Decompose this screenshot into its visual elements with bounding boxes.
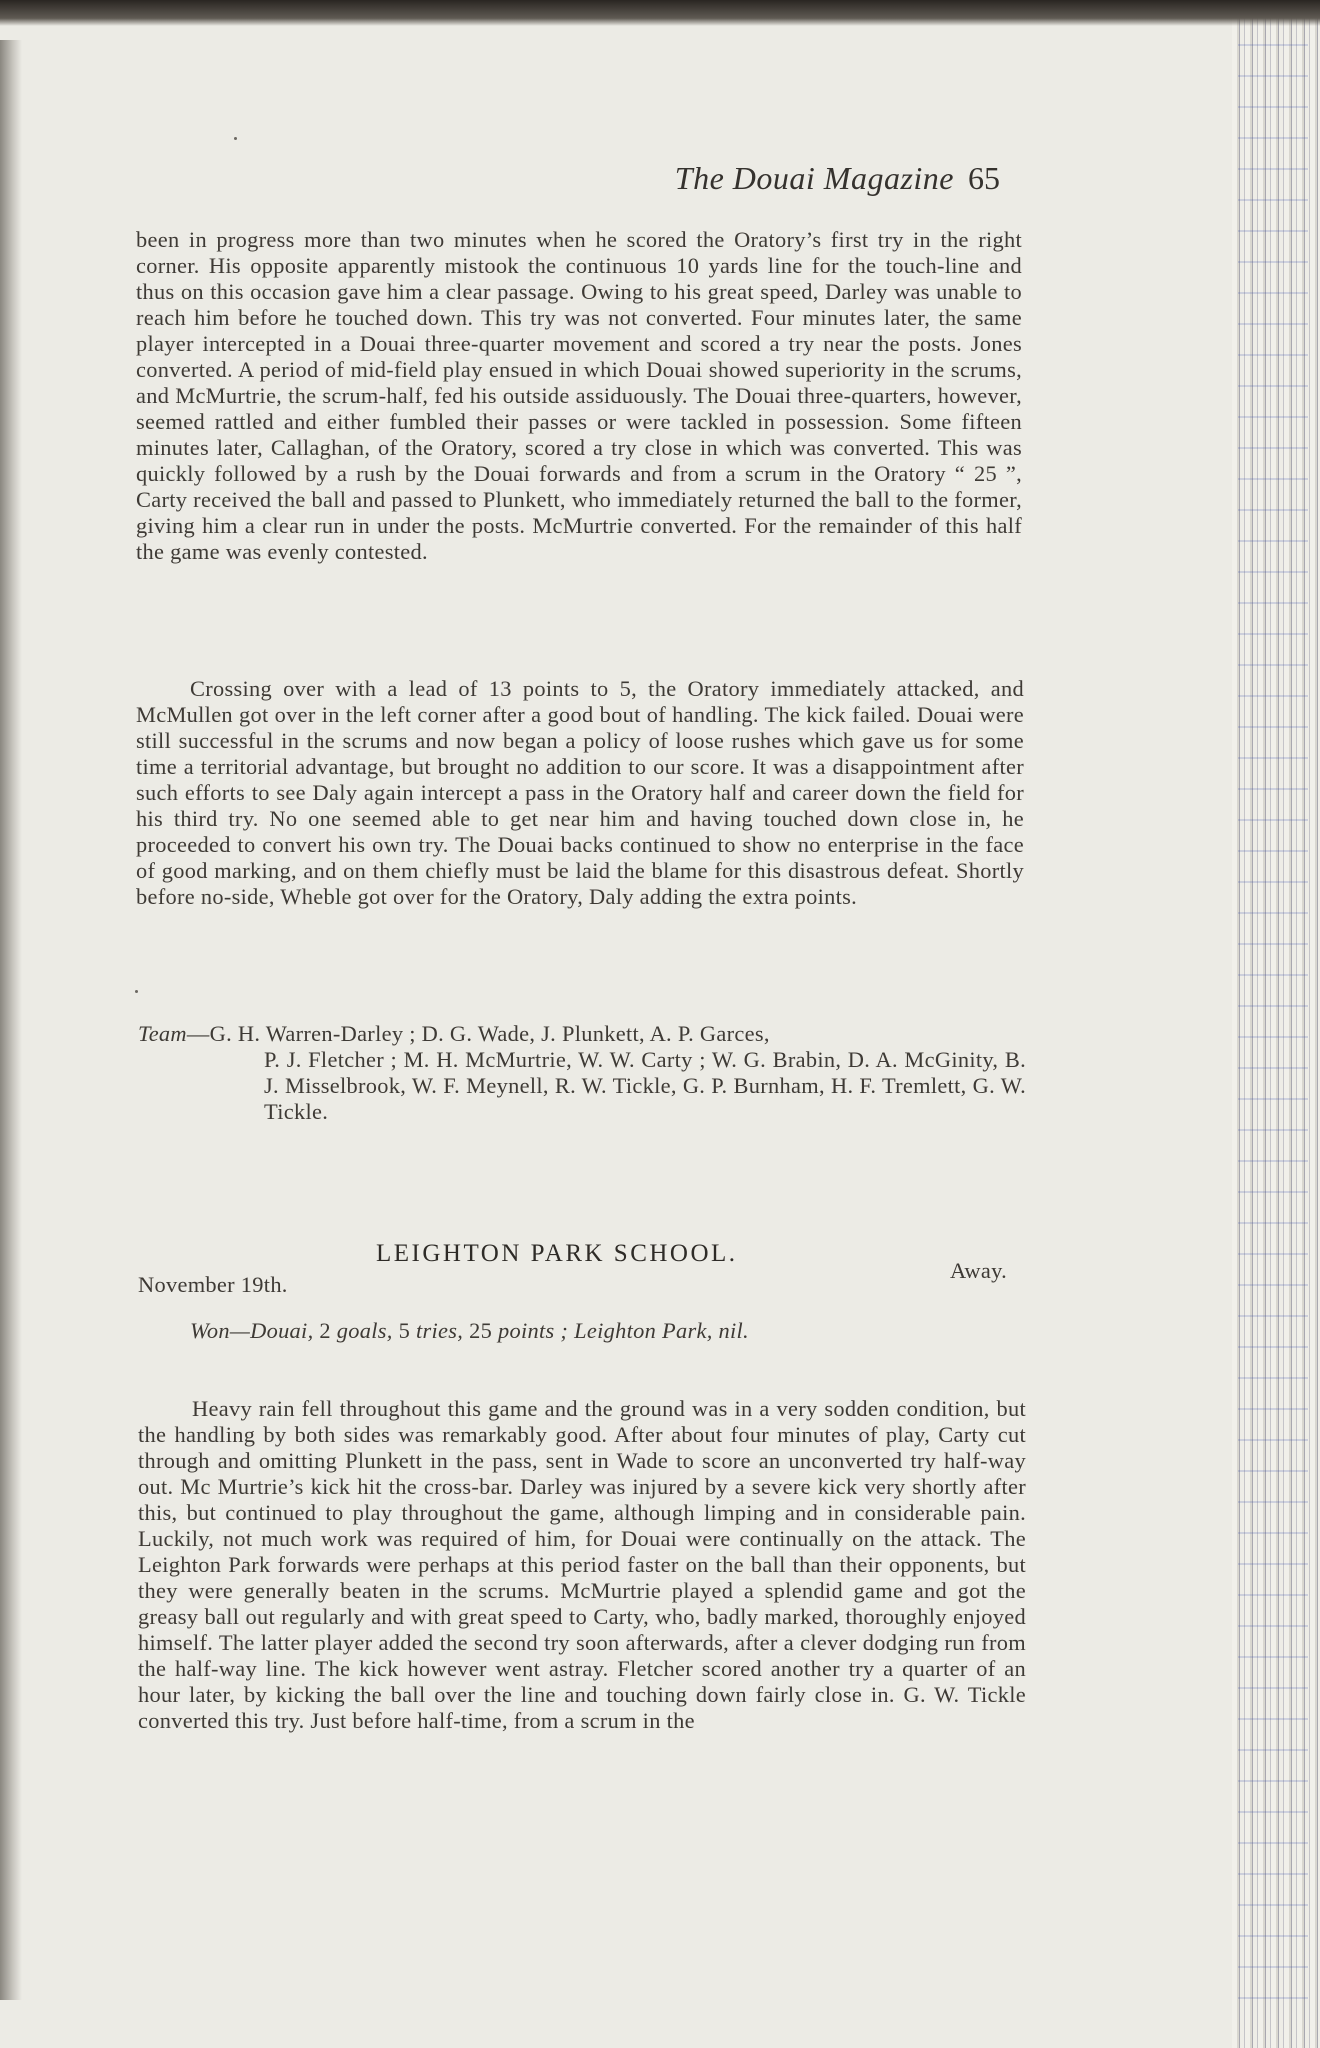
tries-label: tries, xyxy=(410,1318,470,1343)
team-list xyxy=(138,1021,1026,1125)
team-first-names: —G. H. Warren-Darley ; D. G. Wade, J. Plunkett, A. P. Garces, xyxy=(186,1021,770,1046)
tries-count: 5 xyxy=(398,1318,411,1343)
page-gutter-shadow xyxy=(0,40,22,2000)
match-heading: LEIGHTON PARK SCHOOL. xyxy=(376,1240,738,1267)
top-shadow xyxy=(0,0,1320,26)
page-edge-marbling xyxy=(1238,30,1308,2020)
points-label: points ; Leighton Park, nil. xyxy=(492,1318,749,1343)
match-date: November 19th. xyxy=(138,1272,288,1297)
paragraph-continuation: been in progress more than two minutes when he scored the Oratory’s first try in the right corner. His opposite apparently mistook the continuous 10 yards line for the touch-line and thus on this occasion gave him a clear passage. Owing to his great speed, Darley was unable to reach him before he touched down. This try was not converted. Four minutes later, the same player intercepted in a Douai three-quarter movement and scored a try near the posts. Jones converted. A period of mid-field play ensued in which Douai showed superiority in the scrums, and McMurtrie, the scrum-half, fed his outside assiduously. The Douai three-quarters, however, seemed rattled and either fumbled their passes or were tackled in possession. Some fifteen minutes later, Callaghan, of the Oratory, scored a try close in which was converted. This was quickly followed by a rush by the Douai forwards and from a scrum in the Oratory “ 25 ”, Carty received the ball and passed to Plunkett, who immediately returned the ball to the former, giving him a clear run in under the posts. McMurtrie converted. For the remainder of this half the game was evenly contested. xyxy=(136,227,1022,564)
team-first-line xyxy=(138,1021,1026,1047)
match-venue: Away. xyxy=(950,1258,1008,1283)
match-report-paragraph: Heavy rain fell throughout this game and the ground was in a very sodden condition, but the handling by both sides was remarkably good. After about four minutes of play, Carty cut through and omitting Plunkett in the pass, sent in Wade to score an unconverted try half-way out. Mc Murtrie’s kick hit the cross-bar. Darley was injured by a severe kick very shortly after this, but continued to play throughout the game, although limping and in considerable pain. Luckily, not much work was required of him, for Douai were continually on the attack. The Leighton Park forwards were perhaps at this period faster on the ball than their opponents, but they were generally beaten in the scrums. McMurtrie played a splendid game and got the greasy ball out regularly and with great speed to Carty, who, badly marked, thoroughly enjoyed himself. The latter player added the second try soon afterwards, after a clever dodging run from the half-way line. The kick however went astray. Fletcher scored another try a quarter of an hour later, by kicking the ball over the line and touching down fairly close in. G. W. Tickle converted this try. Just before half-time, from a scrum in the xyxy=(138,1396,1026,1733)
goals-count: 2 xyxy=(319,1318,331,1343)
result-team: —Douai, xyxy=(229,1318,320,1343)
page-number: 65 xyxy=(968,160,1000,196)
team-remaining-names: P. J. Fletcher ; M. H. McMurtrie, W. W. Carty ; W. G. Brabin, D. A. McGinity, B. J. Misselbrook, W. F. Meynell, R. W. Tickle, G. P. Burnham, H. F. Tremlett, G. W. Tickle. xyxy=(264,1047,1026,1124)
running-head xyxy=(630,160,1000,197)
goals-label: goals, xyxy=(330,1318,399,1343)
result-won: Won xyxy=(190,1318,230,1343)
match-result xyxy=(190,1318,1010,1344)
magazine-title: The Douai Magazine xyxy=(674,160,954,196)
print-speck xyxy=(135,990,138,993)
paragraph-second-half: Crossing over with a lead of 13 points to 5, the Oratory immediately attacked, and McMullen got over in the left corner after a good bout of handling. The kick failed. Douai were still successful in the scrums and now began a policy of loose rushes which gave us for some time a territorial advantage, but brought no addition to our score. It was a disappointment after such efforts to see Daly again intercept a pass in the Oratory half and career down the field for his third try. No one seemed able to get near him and having touched down close in, he proceeded to convert his own try. The Douai backs continued to show no enterprise in the face of good marking, and on them chiefly must be laid the blame for this disastrous defeat. Shortly before no-side, Wheble got over for the Oratory, Daly adding the extra points. xyxy=(136,676,1024,909)
team-label: Team xyxy=(138,1021,187,1046)
print-speck xyxy=(234,137,237,140)
points-count: 25 xyxy=(469,1318,493,1343)
